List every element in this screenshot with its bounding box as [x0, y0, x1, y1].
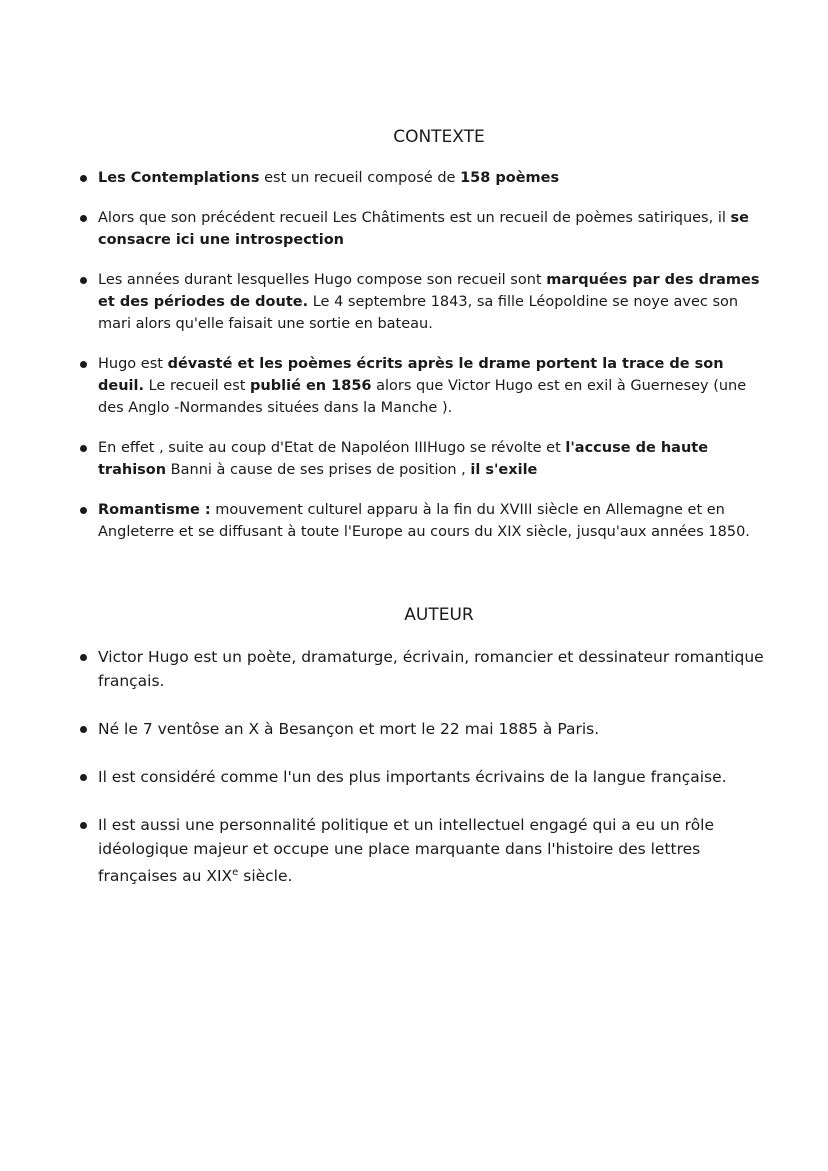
bullet-icon — [80, 726, 87, 733]
item-text: Victor Hugo est un poète, dramaturge, écrivain, romancier et dessinateur romantique français. — [98, 648, 764, 690]
item-text: Alors que son précédent recueil Les Châtiments est un recueil de poèmes satiriques, il — [98, 210, 731, 226]
bold-text: marquées par des drames et des périodes de doute. — [98, 272, 760, 310]
item-text: Les années durant lesquelles Hugo compose son recueil sont — [98, 272, 547, 288]
list-item — [78, 813, 768, 888]
section-auteur — [78, 605, 768, 888]
bullet-icon — [80, 277, 87, 284]
item-text: Hugo est — [98, 356, 168, 372]
section-title-contexte: CONTEXTE — [393, 127, 485, 147]
item-text: siècle. — [238, 867, 293, 886]
bullet-icon — [80, 507, 87, 514]
bold-text: se consacre ici une introspection — [98, 210, 749, 248]
item-text: En effet , suite au coup d'Etat de Napoléon IIIHugo se révolte et — [98, 440, 566, 456]
bold-text: l'accuse de haute trahison — [98, 440, 709, 478]
item-text: Il est considéré comme l'un des plus importants écrivains de la langue française. — [98, 768, 727, 786]
bold-text: 158 poèmes — [460, 170, 560, 186]
list-item — [78, 499, 768, 543]
section-contexte — [78, 127, 768, 543]
item-text: Il est aussi une personnalité politique et un intellectuel engagé qui a eu un rôle idéologique majeur et occupe une place marquante dans l'histoire des lettres françaises au XIX — [98, 816, 715, 886]
bullet-icon — [80, 215, 87, 222]
auteur-list — [78, 645, 768, 888]
bullet-icon — [80, 175, 87, 182]
bullet-icon — [80, 445, 87, 452]
list-item — [78, 437, 768, 481]
list-item — [78, 765, 768, 789]
item-text: Banni à cause de ses prises de position , — [166, 462, 471, 478]
list-item — [78, 167, 768, 189]
list-item — [78, 717, 768, 741]
bold-text: publié en 1856 — [250, 378, 372, 394]
bullet-icon — [80, 774, 87, 781]
item-text: mouvement culturel apparu à la fin du XVIII siècle en Allemagne et en Angleterre et se diffusant à toute l'Europe au cours du XIX siècle, jusqu'aux années 1850. — [98, 502, 750, 540]
bullet-icon — [80, 654, 87, 661]
item-text: Né le 7 ventôse an X à Besançon et mort le 22 mai 1885 à Paris. — [98, 720, 600, 738]
item-text: est un recueil composé de — [259, 170, 461, 186]
bold-text: il s'exile — [470, 462, 538, 478]
contexte-list — [78, 167, 768, 543]
section-title-auteur: AUTEUR — [404, 605, 474, 625]
list-item — [78, 353, 768, 419]
bold-text: dévasté et les poèmes écrits après le drame portent la trace de son deuil. — [98, 356, 724, 394]
item-text: alors que Victor Hugo est en exil à Guernesey (une des Anglo -Normandes situées dans la Manche ). — [98, 378, 747, 416]
item-text: Le 4 septembre 1843, sa fille Léopoldine se noye avec son mari alors qu'elle faisait une sortie en bateau. — [98, 294, 739, 332]
bullet-icon — [80, 822, 87, 829]
list-item — [78, 269, 768, 335]
bold-text: Les Contemplations — [98, 170, 260, 186]
list-item — [78, 645, 768, 693]
bold-text: Romantisme : — [98, 502, 211, 518]
list-item — [78, 207, 768, 251]
bullet-icon — [80, 361, 87, 368]
item-text: Le recueil est — [144, 378, 251, 394]
item-text: e — [232, 867, 239, 878]
